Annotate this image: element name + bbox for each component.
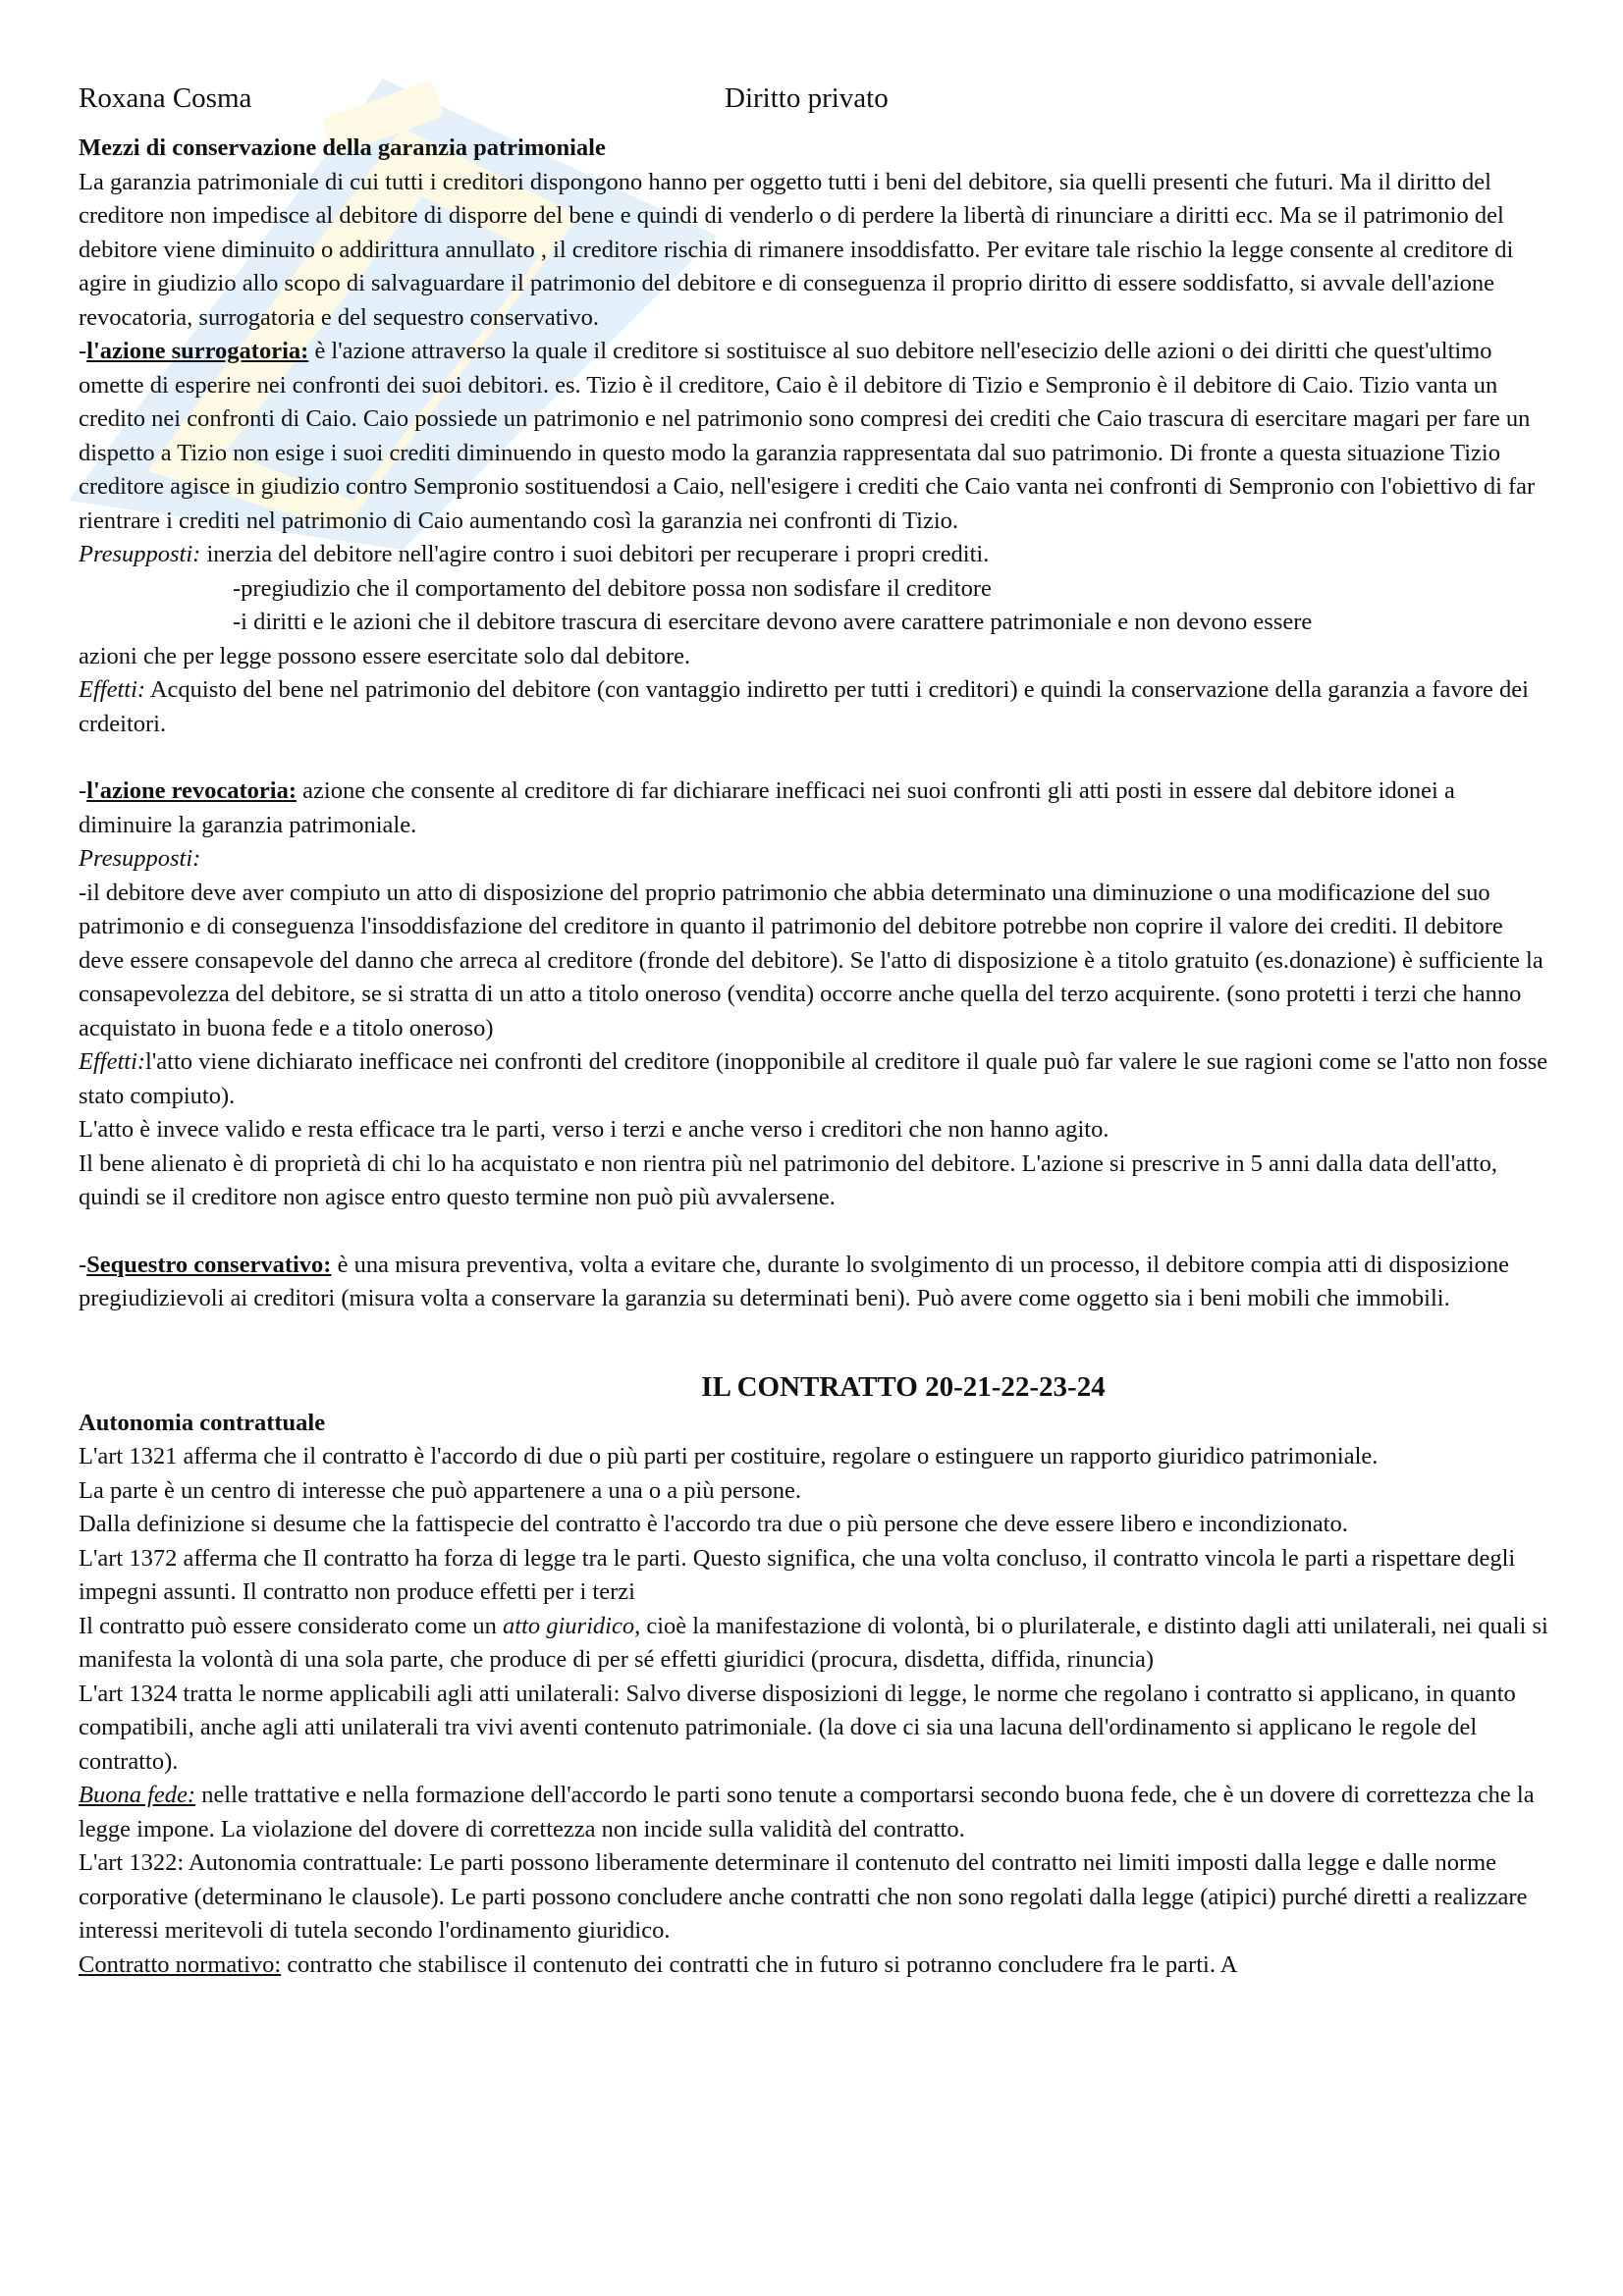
label-effetti: Effetti: <box>79 676 146 703</box>
presupposti-line-3b: azioni che per legge possono essere esercitate solo dal debitore. <box>79 642 691 669</box>
paragraph-contratto-normativo <box>79 1949 1551 1983</box>
header-author: Roxana Cosma <box>79 82 252 114</box>
paragraph-art-1324: L'art 1324 tratta le norme applicabili agli atti unilaterali: Salvo diverse disposizioni di legge, le norme che regolano i contratto si applicano, in quanto compatibili, anche agli atti unilaterali tra vivi aventi contenuto patrimoniale. (la dove ci sia una lacuna dell'ordinamento si applicano le regole del contratto). <box>79 1680 1516 1775</box>
text-sequestro: è una misura preventiva, volta a evitare che, durante lo svolgimento di un processo, il debitore compia atti di disposizione pregiudizievoli ai creditori (misura volta a conservare la garanzia su determinati beni). Può avere come oggetto sia i beni mobili che immobili. <box>79 1251 1509 1311</box>
dash: - <box>79 1251 87 1278</box>
paragraph-fattispecie: Dalla definizione si desume che la fattispecie del contratto è l'accordo tra due o più persone che deve essere libero e incondizionato. <box>79 1511 1348 1537</box>
subsection-title-autonomia: Autonomia contrattuale <box>79 1409 326 1436</box>
term-buona-fede: Buona fede: <box>79 1782 196 1808</box>
text-buona-fede: nelle trattative e nella formazione dell'accordo le parti sono tenute a comportarsi secondo buona fede, che è un dovere di correttezza che la legge impone. La violazione del dovere di correttezza non incide sulla validità del contratto. <box>79 1782 1535 1842</box>
paragraph-atto-giuridico <box>79 1610 1551 1678</box>
text: , cioè la manifestazione di volontà, bi o plurilaterale, e distinto dagli atti unilaterali, nei quali si manifesta la volontà di una sola parte, che produce di per sé effetti giuridici (procura, disdetta, diffida, rinuncia) <box>79 1612 1548 1673</box>
paragraph-art-1321: L'art 1321 afferma che il contratto è l'accordo di due o più parti per costituire, regolare o estinguere un rapporto giuridico patrimoniale. <box>79 1443 1379 1469</box>
term-contratto-normativo: Contratto normativo: <box>79 1950 282 1978</box>
paragraph-parte: La parte è un centro di interesse che può appartenere a una o a più persone. <box>79 1476 802 1504</box>
dash: - <box>79 338 87 364</box>
paragraph-bene-alienato: Il bene alienato è di proprietà di chi lo ha acquistato e non rientra più nel patrimonio del debitore. L'azione si prescrive in 5 anni dalla data dell'atto, quindi se il creditore non agisce entro questo termine non può più avvalersene. <box>79 1149 1497 1210</box>
text: Il contratto può essere considerato come un <box>79 1612 504 1639</box>
text-contratto-normativo: contratto che stabilisce il contenuto dei contratti che in futuro si potranno concludere fra le parti. A <box>281 1950 1238 1978</box>
paragraph-effetti-revocatoria <box>79 1045 1551 1113</box>
paragraph-art-1372: L'art 1372 afferma che Il contratto ha forza di legge tra le parti. Questo significa, che una volta concluso, il contratto vincola le parti a rispettare degli impegni assunti. Il contratto non produce effetti per i terzi <box>79 1544 1516 1605</box>
term-sequestro: Sequestro conservativo: <box>86 1251 332 1278</box>
paragraph-atto-valido: L'atto è invece valido e resta efficace tra le parti, verso i terzi e anche verso i creditori che non hanno agito. <box>79 1116 1109 1143</box>
spacer <box>79 1215 1551 1249</box>
page-header <box>79 77 1551 120</box>
presupposti-1: inerzia del debitore nell'agire contro i suoi debitori per recuperare i propri crediti. <box>200 541 990 567</box>
paragraph-buona-fede <box>79 1779 1551 1846</box>
spacer <box>79 741 1551 774</box>
paragraph-intro: La garanzia patrimoniale di cui tutti i creditori dispongono hanno per oggetto tutti i beni del debitore, sia quelli presenti che futuri. Ma il diritto del creditore non impedisce al debitore di disporre del bene e quindi di venderlo o di perdere la libertà di rinunciare a diritti ecc. Ma se il patrimonio del debitore viene diminuito o addirittura annullato , il creditore rischia di rimanere insoddisfatto. Per evitare tale rischio la legge consente al creditore di agire in giudizio allo scopo di salvaguardare il patrimonio del debitore e di conseguenza il proprio diritto di essere soddisfatto, si avvale dell'azione revocatoria, surrogatoria e del sequestro conservativo. <box>79 168 1514 331</box>
presupposti-line-1 <box>79 538 1551 572</box>
paragraph-surrogatoria <box>79 335 1551 538</box>
section-title-garanzia: Mezzi di conservazione della garanzia patrimoniale <box>79 134 606 161</box>
paragraph-effetti-surrogatoria <box>79 673 1551 741</box>
paragraph-art-1322: L'art 1322: Autonomia contrattuale: Le parti possono liberamente determinare il contenuto del contratto nei limiti imposti dalla legge e dalle norme corporative (determinano le clausole). Le parti possono concludere anche contratti che non sono regolati dalla legge (atipici) purché diretti a realizzare interessi meritevoli di tutela secondo l'ordinamento giuridico. <box>79 1849 1528 1944</box>
label-presupposti: Presupposti: <box>79 541 201 567</box>
presupposti-line-3a: -i diritti e le azioni che il debitore trascura di esercitare devono avere carattere patrimoniale e non devono essere <box>233 609 1313 635</box>
document-page <box>79 77 1551 1982</box>
paragraph-revocatoria <box>79 774 1551 842</box>
presupposti-line-2: -pregiudizio che il comportamento del debitore possa non sodisfare il creditore <box>233 574 992 602</box>
text-effetti: Acquisto del bene nel patrimonio del debitore (con vantaggio indiretto per tutti i creditori) e quindi la conservazione della garanzia a favore dei crdeitori. <box>79 676 1529 737</box>
term-surrogatoria: l'azione surrogatoria: <box>86 338 309 364</box>
term-revocatoria: l'azione revocatoria: <box>86 777 298 804</box>
paragraph-presupposti-revocatoria: -il debitore deve aver compiuto un atto di disposizione del proprio patrimonio che abbia determinato una diminuzione o una modificazione del suo patrimonio e di conseguenza l'insoddisfazione del creditore in quanto il patrimonio del debitore potrebbe non coprire il valore dei crediti. Il debitore deve essere consapevole del danno che arreca al creditore (fronde del debitore). Se l'atto di disposizione è a titolo gratuito (es.donazione) è sufficiente la consapevolezza del debitore, se si stratta di un atto a titolo oneroso (vendita) occorre anche quella del terzo acquirente. (sono protetti i terzi che hanno acquistato in buona fede e a titolo oneroso) <box>79 879 1543 1041</box>
header-subject: Diritto privato <box>725 82 889 114</box>
label-effetti-revocatoria: Effetti: <box>79 1048 146 1075</box>
text-effetti-revocatoria: l'atto viene dichiarato inefficace nei confronti del creditore (inopponibile al creditore il quale può far valere le sue ragioni come se l'atto non fosse stato compiuto). <box>79 1048 1548 1109</box>
text-surrogatoria: è l'azione attraverso la quale il creditore si sostituisce al suo debitore nell'esecizio delle azioni o dei diritti che quest'ultimo omette di esperire nei confronti dei suoi debitori. es. Tizio è il creditore, Caio è il debitore di Tizio e Sempronio è il debitore di Caio. Tizio vanta un credito nei confronti di Caio. Caio possiede un patrimonio e nel patrimonio sono compresi dei crediti che Caio trascura di esercitare magari per fare un dispetto a Tizio non esige i suoi crediti diminuendo in questo modo la garanzia rappresentata dal suo patrimonio. Di fronte a questa situazione Tizio creditore agisce in giudizio contro Sempronio sostituendosi a Caio, nell'esigere i crediti che Caio vanta nei confronti di Sempronio con l'obiettivo di far rientrare i crediti nel patrimonio di Caio aumentando così la garanzia nei confronti di Tizio. <box>79 338 1536 534</box>
section-title-contratto: IL CONTRATTO 20-21-22-23-24 <box>701 1370 1106 1403</box>
label-presupposti-revocatoria: Presupposti: <box>79 845 201 872</box>
term-atto-giuridico: atto giuridico <box>503 1612 635 1639</box>
dash: - <box>79 777 87 804</box>
text-revocatoria: azione che consente al creditore di far dichiarare inefficaci nei suoi confronti gli atti posti in essere dal debitore idonei a diminuire la garanzia patrimoniale. <box>79 777 1455 838</box>
paragraph-sequestro <box>79 1249 1551 1316</box>
